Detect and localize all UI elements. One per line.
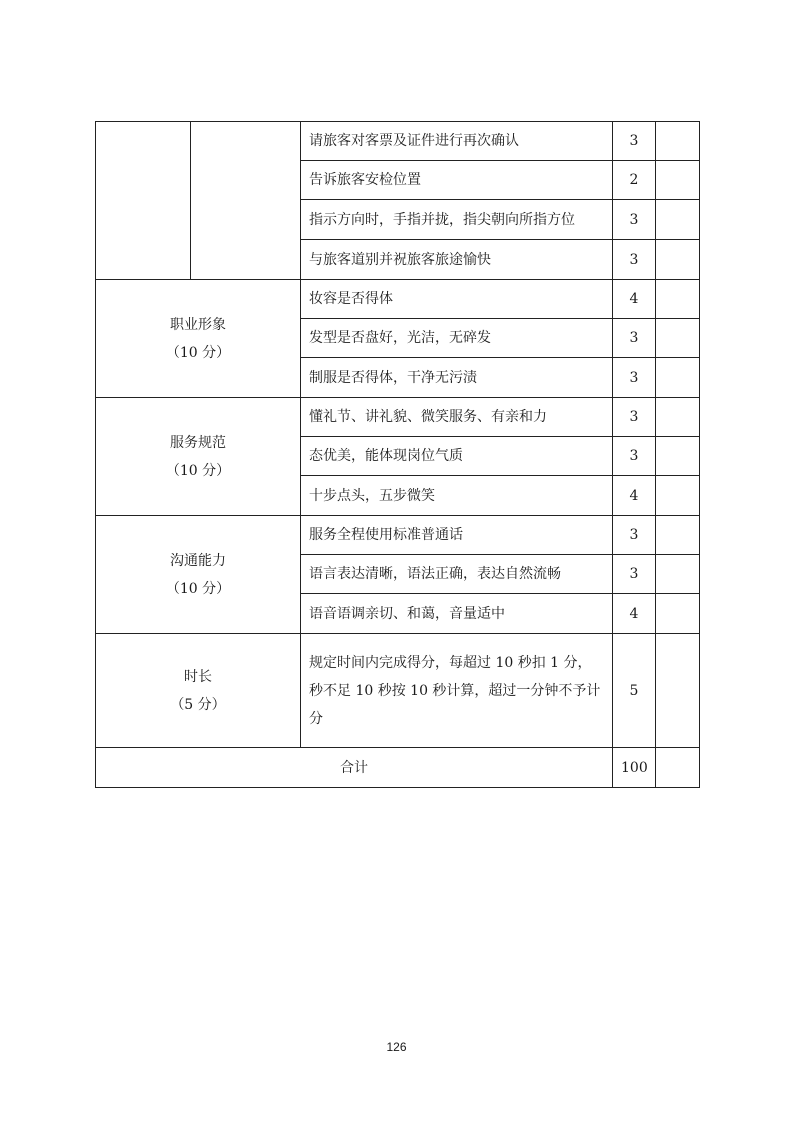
deduction-cell	[656, 748, 700, 788]
deduction-cell	[656, 594, 700, 634]
item-cell: 制服是否得体，干净无污渍	[301, 358, 613, 398]
deduction-cell	[656, 437, 700, 476]
score-cell: 3	[613, 358, 656, 398]
table-row	[96, 516, 700, 555]
score-cell: 3	[613, 555, 656, 594]
table-row	[96, 280, 700, 319]
item-cell: 妆容是否得体	[301, 280, 613, 319]
category-points: （10 分）	[165, 580, 231, 597]
category-name: 时长	[184, 668, 212, 685]
score-cell: 3	[613, 200, 656, 240]
total-label: 合计	[96, 748, 613, 788]
item-cell: 指示方向时，手指并拢，指尖朝向所指方位	[301, 200, 613, 240]
continued-subcategory-cell	[191, 122, 301, 280]
deduction-cell	[656, 161, 700, 200]
deduction-cell	[656, 516, 700, 555]
item-cell: 十步点头，五步微笑	[301, 476, 613, 516]
category-cell	[96, 280, 301, 398]
category-cell	[96, 634, 301, 748]
deduction-cell	[656, 122, 700, 161]
score-cell: 2	[613, 161, 656, 200]
category-points: （5 分）	[170, 696, 226, 713]
category-cell	[96, 398, 301, 516]
deduction-cell	[656, 319, 700, 358]
deduction-cell	[656, 358, 700, 398]
continued-category-cell	[96, 122, 191, 280]
category-cell	[96, 516, 301, 634]
item-cell: 语言表达清晰，语法正确，表达自然流畅	[301, 555, 613, 594]
table-row	[96, 398, 700, 437]
score-cell: 3	[613, 437, 656, 476]
score-cell: 3	[613, 398, 656, 437]
item-cell: 发型是否盘好，光洁，无碎发	[301, 319, 613, 358]
item-cell: 态优美，能体现岗位气质	[301, 437, 613, 476]
category-points: （10 分）	[165, 462, 231, 479]
score-cell: 4	[613, 280, 656, 319]
score-cell: 3	[613, 319, 656, 358]
category-points: （10 分）	[165, 344, 231, 361]
deduction-cell	[656, 240, 700, 280]
item-cell: 与旅客道别并祝旅客旅途愉快	[301, 240, 613, 280]
deduction-cell	[656, 200, 700, 240]
score-cell: 3	[613, 516, 656, 555]
scoring-table	[95, 121, 700, 788]
item-cell: 服务全程使用标准普通话	[301, 516, 613, 555]
score-cell: 4	[613, 594, 656, 634]
total-score: 100	[613, 748, 656, 788]
item-cell: 请旅客对客票及证件进行再次确认	[301, 122, 613, 161]
deduction-cell	[656, 398, 700, 437]
item-cell: 懂礼节、讲礼貌、微笑服务、有亲和力	[301, 398, 613, 437]
deduction-cell	[656, 555, 700, 594]
table-row	[96, 122, 700, 161]
deduction-cell	[656, 280, 700, 319]
score-cell: 4	[613, 476, 656, 516]
score-cell: 3	[613, 122, 656, 161]
total-row	[96, 748, 700, 788]
score-cell: 5	[613, 634, 656, 748]
deduction-cell	[656, 476, 700, 516]
score-cell: 3	[613, 240, 656, 280]
item-cell: 语音语调亲切、和蔼，音量适中	[301, 594, 613, 634]
category-name: 沟通能力	[170, 552, 226, 569]
category-name: 服务规范	[170, 434, 226, 451]
item-cell: 告诉旅客安检位置	[301, 161, 613, 200]
table-row	[96, 634, 700, 748]
page-number: 126	[386, 1040, 407, 1054]
deduction-cell	[656, 634, 700, 748]
item-cell: 规定时间内完成得分，每超过 10 秒扣 1 分，秒不足 10 秒按 10 秒计算，超过一分钟不予计分	[301, 634, 613, 748]
category-name: 职业形象	[170, 316, 226, 333]
